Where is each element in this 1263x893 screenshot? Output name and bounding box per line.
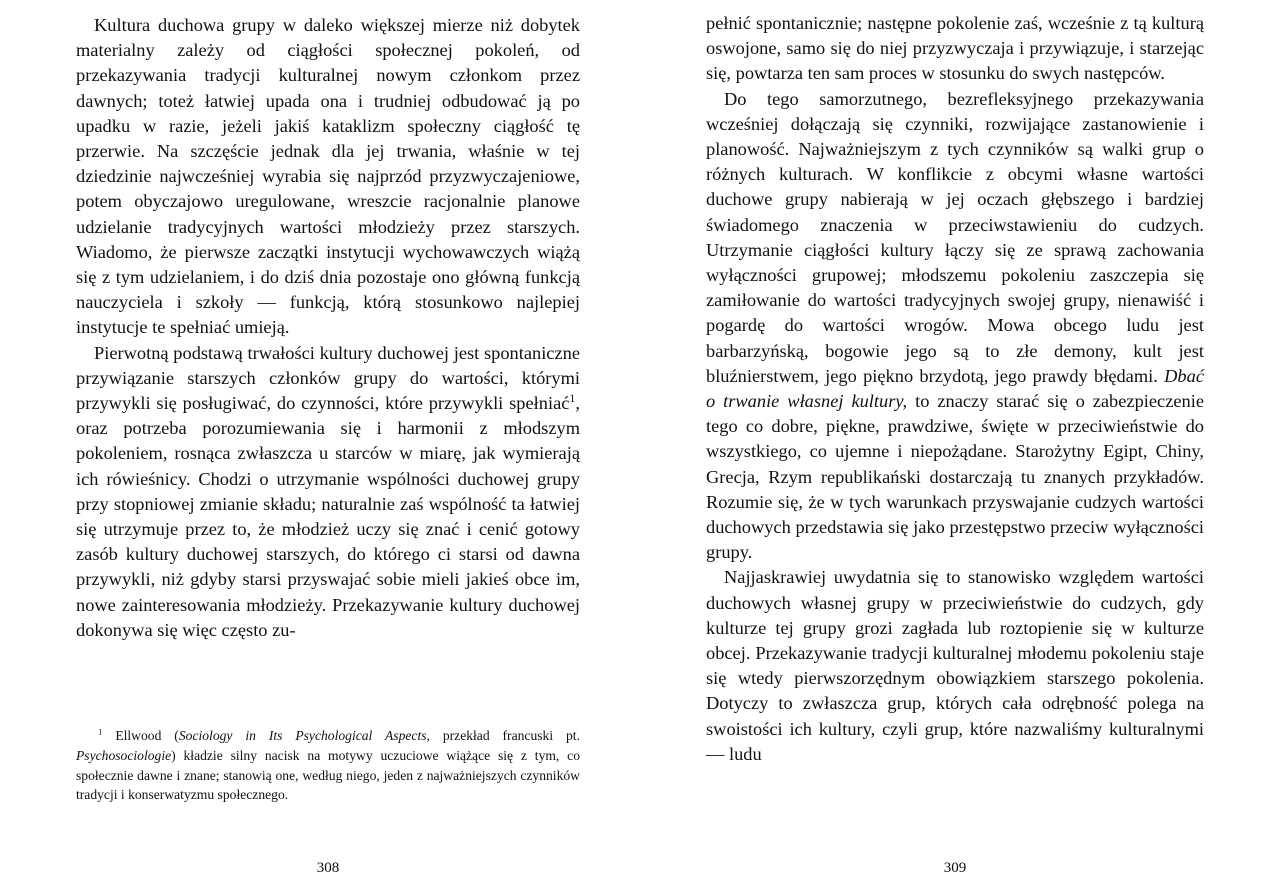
- left-paragraph-2: [76, 341, 580, 643]
- right-page-body: [706, 11, 1204, 767]
- footnote-reference: 1: [569, 390, 576, 405]
- right-paragraph-1: pełnić spontanicznie; następne pokolenie zaś, wcześnie z tą kulturą oswojone, samo się do niej przyzwyczaja i przywiązuje, i starzejąc się, powtarza ten sam proces w stosunku do swych następców.: [706, 13, 1204, 84]
- footnote-title-french: Psychosociologie: [76, 747, 172, 763]
- footnote-title-english: Sociology in Its Psychological Aspects: [178, 728, 427, 743]
- left-paragraph-2-continuation: , oraz potrzeba porozumiewania się i harmonii z młodszym pokoleniem, rosnąca zwłaszcza u starców w miarę, jak wymierają ich rówieśnicy. Chodzi o utrzymanie wspólności duchowej grupy przy stopniowej zmianie składu; naturalnie zaś wspólność ta łatwiej się utrzymuje przez to, że młodzież uczy się znać i cenić gotowy zasób kultury duchowej starszych, do którego ci starsi od dawna przywykli, niż gdyby starsi przyswajać sobie mieli jakieś obce im, nowe zainteresowania młodzieży. Przekazywanie kultury duchowej dokonywa się więc często zu-: [76, 393, 580, 640]
- right-paragraph-2-emphasis: Dbać o trwanie własnej kultury,: [706, 365, 1204, 412]
- right-paragraph-3: Najjaskrawiej uwydatnia się to stanowisko względem wartości duchowych własnej grupy w przeciwieństwie do cudzych, gdy kulturze tej grupy grozi zagłada lub roztopienie się w kulturze obcej. Przekazywanie tradycji kulturalnej młodemu pokoleniu staje się wtedy pierwszorzędnym obowiązkiem starszego pokolenia. Dotyczy to zwłaszcza grup, których cała odrębność polega na swoistości ich kultury, czyli grup, które nazwaliśmy kulturalnymi — ludu: [706, 567, 1204, 764]
- footnote-translation-note: , przekład francuski pt.: [426, 728, 580, 743]
- right-page-number: 309: [943, 860, 967, 876]
- left-paragraph-1: Kultura duchowa grupy w daleko większej mierze niż dobytek materialny zależy od ciągłości społecznej pokoleń, od przekazywania tradycji kulturalnej nowym członkom przez dawnych; toteż łatwiej upada ona i trudniej odbudować ją po upadku w razie, jeżeli jakiś kataklizm społeczny ciągłość tę przerwie. Na szczęście jednak dla jej trwania, właśnie w tej dziedzinie najwcześniej wyrabia się najprzód przyzwyczajeniowe, potem obyczajowo uregulowane, wreszcie racjonalnie planowe udzielanie tradycyjnych wartości młodzieży przez starszych. Wiadomo, że pierwsze zaczątki instytucji wychowawczych wiążą się z tym udzielaniem, i do dziś dnia pozostaje ono główną funkcją nauczyciela i szkoły — funkcją, którą stosunkowo najlepiej instytucje te spełniać umieją.: [76, 15, 580, 338]
- footnote-text: ) kładzie silny nacisk na motywy uczuciowe wiążące się z tym, co społecznie dawne i znane; stanowią one, według niego, jeden z najważniejszych czynników tradycji i konserwatyzmu społecznego.: [76, 747, 580, 803]
- right-paragraph-2-text: Do tego samorzutnego, bezrefleksyjnego przekazywania wcześniej dołączają się czynniki, rozwijające zastanowienie i planowość. Najważniejszym z tych czynników są walki grup o różnych kulturach. W konflikcie z obcymi własne wartości duchowe grupy nabierają w jej oczach głębszego i bardziej świadomego znaczenia w przeciwstawieniu do cudzych. Utrzymanie ciągłości kultury łączy się ze sprawą zachowania wyłączności grupowej; młodszemu pokoleniu zaszczepia się zamiłowanie do wartości tradycyjnych swojej grupy, nienawiść i pogardę do wartości wrogów. Mowa obcego ludu jest barbarzyńską, bogowie jego są to złe demony, kult jest bluźnierstwem, jego piękno brzydotą, jego prawdy błędami.: [706, 88, 1204, 386]
- right-paragraph-2-continuation: to znaczy starać się o zabezpieczenie tego co dobre, piękne, prawdziwe, święte w przeciwieństwie do wszystkiego, co ujemne i niepożądane. Starożytny Egipt, Chiny, Grecja, Rzym republikański dostarczają tu znanych przykładów. Rozumie się, że w tych warunkach przyswajanie cudzych wartości duchowych przedstawia się jako przestępstwo przeciw wyłączności grupy.: [706, 391, 1205, 563]
- right-paragraph-2: [706, 87, 1204, 566]
- left-page-number: 308: [316, 860, 340, 876]
- left-paragraph-2-text: Pierwotną podstawą trwałości kultury duchowej jest spontaniczne przywiązanie starszych członków grupy do wartości, którymi przywykli się posługiwać, do czynności, które przywykli spełniać: [76, 342, 580, 414]
- left-page-body: [76, 13, 580, 643]
- footnote-marker: 1: [98, 726, 103, 737]
- footnote-author: Ellwood: [115, 728, 162, 743]
- footnote: $^1$ Ellwood (Sociology in Its Psychological Aspects, przekład francuski pt. Psychosociologie) kładzie silny nacisk na motywy uczuciowe wiążące się z tym, co społecznie dawne i znane; stanowią one, według niego, jeden z najważniejszych czynników tradycji i konserwatyzmu społecznego.: [76, 726, 580, 803]
